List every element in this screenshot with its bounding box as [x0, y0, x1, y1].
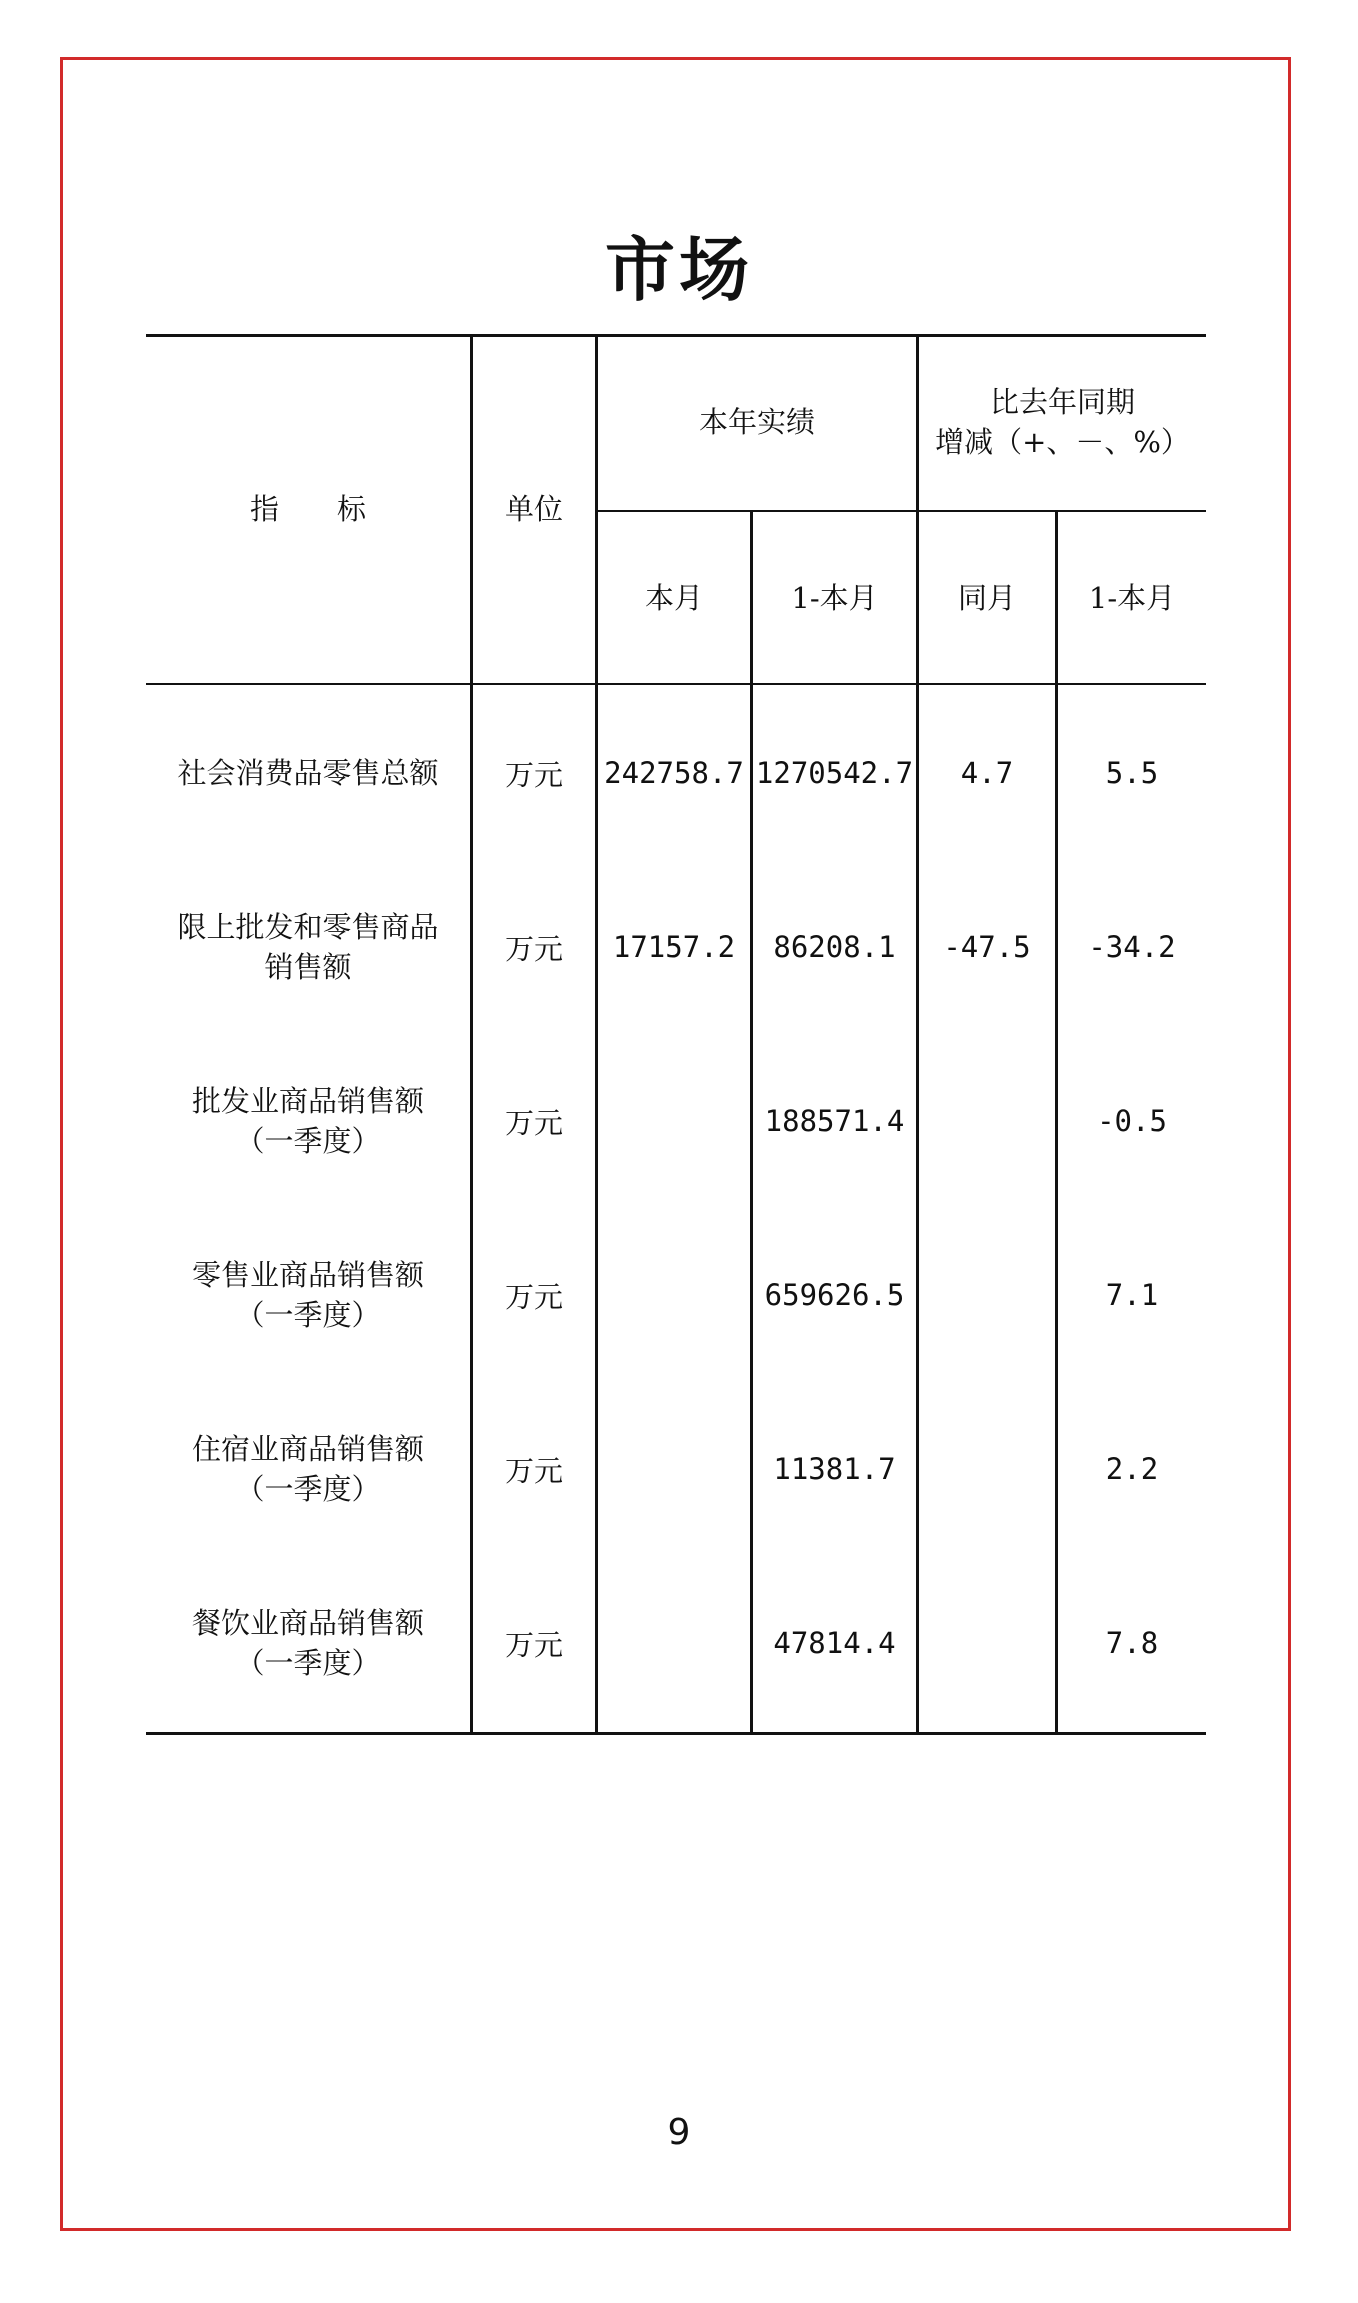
row-4-unit: 万元	[504, 1279, 563, 1314]
row-5-name-line1: 住宿业商品销售额	[191, 1432, 424, 1466]
row-1-this-month: 242758.7	[604, 756, 744, 790]
row-5-yoy-ytd: 2.2	[1105, 1452, 1159, 1486]
row-5-this-month	[598, 1382, 750, 1556]
row-5-ytd: 11381.7	[773, 1452, 896, 1486]
row-4-name-line2: （一季度）	[235, 1298, 381, 1332]
row-2-name-line1: 限上批发和零售商品	[177, 910, 439, 944]
header-unit: 单位	[504, 491, 563, 526]
row-5-name-line2: （一季度）	[235, 1472, 381, 1506]
page-number: 9	[667, 2112, 691, 2153]
row-3-this-month	[598, 1034, 750, 1208]
header-same-month: 同月	[957, 580, 1016, 615]
row-2-name	[146, 860, 470, 1034]
row-2-this-month: 17157.2	[612, 930, 736, 964]
row-6-name-line1: 餐饮业商品销售额	[191, 1606, 424, 1640]
row-2-yoy-ytd: -34.2	[1088, 930, 1176, 964]
row-1-yoy-ytd: 5.5	[1105, 756, 1159, 790]
row-6-ytd: 47814.4	[773, 1626, 896, 1660]
row-2-name-line2: 销售额	[264, 950, 352, 984]
row-6-yoy-month	[919, 1556, 1055, 1730]
row-2-unit: 万元	[504, 931, 563, 966]
row-3-yoy-month	[919, 1034, 1055, 1208]
row-4-ytd: 659626.5	[764, 1278, 905, 1312]
row-5-yoy-month	[919, 1382, 1055, 1556]
row-6-this-month	[598, 1556, 750, 1730]
header-jan-to-month: 1-本月	[791, 580, 878, 615]
row-3-yoy-ytd: -0.5	[1097, 1104, 1167, 1138]
row-4-yoy-month	[919, 1208, 1055, 1382]
page-title: 市场	[605, 229, 753, 311]
header-yoy-change-line1: 比去年同期	[989, 385, 1135, 419]
row-3-unit: 万元	[504, 1105, 563, 1140]
header-yoy-change	[919, 334, 1206, 510]
row-4-name	[146, 1208, 470, 1382]
header-bottom-rule	[146, 683, 1206, 685]
row-1-ytd: 1270542.7	[755, 756, 914, 790]
row-4-yoy-ytd: 7.1	[1105, 1278, 1159, 1312]
market-statistics-table	[146, 334, 1206, 1734]
row-2-yoy-month: -47.5	[943, 930, 1031, 964]
row-6-yoy-ytd: 7.8	[1105, 1626, 1159, 1660]
row-1-name-line1: 社会消费品零售总额	[177, 756, 439, 790]
row-2-ytd: 86208.1	[773, 930, 896, 964]
row-6-unit: 万元	[504, 1627, 563, 1662]
row-3-ytd: 188571.4	[764, 1104, 905, 1138]
row-6-name	[146, 1556, 470, 1730]
row-1-yoy-month: 4.7	[960, 756, 1014, 790]
row-4-name-line1: 零售业商品销售额	[191, 1258, 424, 1292]
row-4-this-month	[598, 1208, 750, 1382]
row-5-name	[146, 1382, 470, 1556]
row-5-unit: 万元	[504, 1453, 563, 1488]
row-1-unit: 万元	[504, 757, 563, 792]
row-6-name-line2: （一季度）	[235, 1646, 381, 1680]
header-current-year: 本年实绩	[698, 405, 815, 439]
header-this-month: 本月	[644, 580, 703, 615]
table-bottom-rule	[146, 1732, 1206, 1735]
header-yoy-change-line2: 增减（+、－、%）	[935, 425, 1190, 459]
row-3-name	[146, 1034, 470, 1208]
row-3-name-line1: 批发业商品销售额	[191, 1084, 424, 1118]
row-1-name	[146, 686, 470, 860]
header-jan-to-month-yoy: 1-本月	[1088, 580, 1176, 615]
header-indicator: 指 标	[249, 491, 366, 526]
row-3-name-line2: （一季度）	[235, 1124, 381, 1158]
